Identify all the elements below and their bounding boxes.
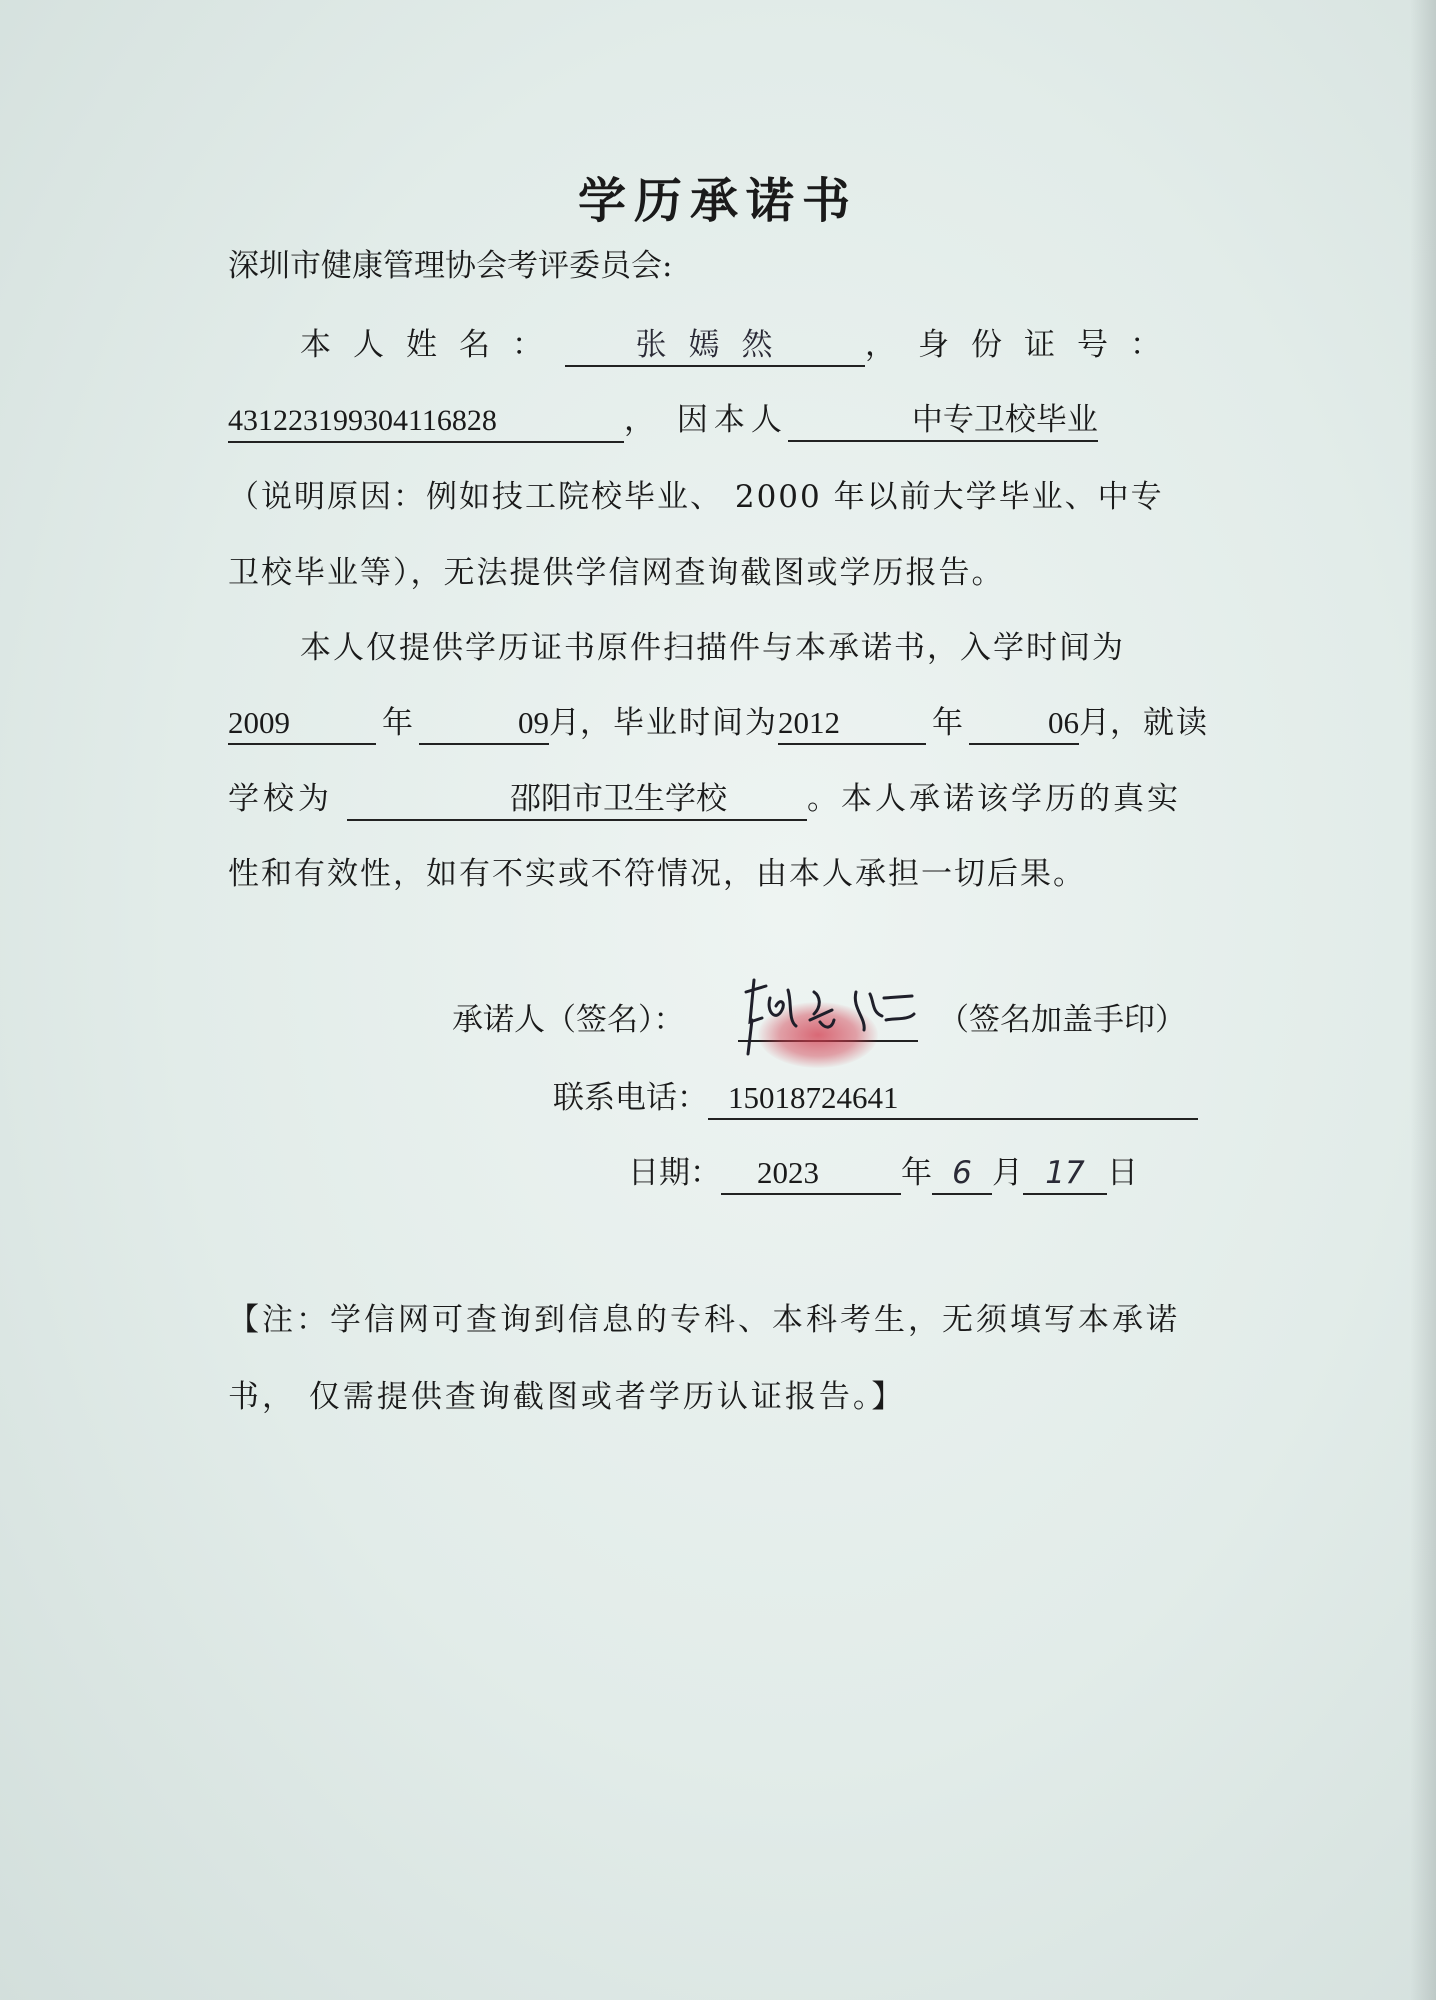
dates-line: [228, 703, 1209, 745]
school-field: [347, 779, 807, 821]
note-line-2: 书， 仅需提供查询截图或者学历认证报告。】: [228, 1379, 906, 1415]
date-label: 日期：: [628, 1155, 721, 1191]
date-line: [628, 1153, 1138, 1195]
grad-year-char: 年: [932, 705, 963, 741]
date-month-char: 月: [992, 1155, 1023, 1191]
para2-last-line: 性和有效性，如有不实或不符情况，由本人承担一切后果。: [228, 856, 1086, 892]
grad-month-char: 月: [1079, 705, 1110, 741]
phone-value: 15018724641: [728, 1080, 899, 1115]
date-day-field: [1023, 1153, 1107, 1195]
id-line: [228, 400, 1098, 443]
school-line: [228, 779, 1181, 821]
grad-text: ，毕业时间为: [580, 705, 778, 741]
enroll-year: 2009: [228, 705, 290, 740]
reason-field: [788, 400, 1098, 442]
id-label: ，身份证号：: [865, 327, 1183, 363]
date-year: 2023: [757, 1155, 819, 1190]
enroll-year-char: 年: [382, 705, 413, 741]
date-month: 6: [952, 1155, 972, 1191]
name-label: 本人姓名：: [300, 327, 565, 363]
addressee: 深圳市健康管理协会考评委员会:: [228, 248, 673, 284]
school-suffix: 。本人承诺该学历的真实: [807, 781, 1181, 817]
name-value: 张嫣然: [635, 327, 795, 363]
phone-line: [553, 1078, 1198, 1120]
grad-month-field: [969, 703, 1079, 745]
name-field: [565, 325, 865, 367]
para2-line-1: 本人仅提供学历证书原件扫描件与本承诺书，入学时间为: [300, 630, 1125, 666]
school-label: 学校为: [228, 781, 333, 817]
id-value: 431223199304116828: [228, 404, 497, 437]
grad-month: 06: [1048, 705, 1079, 740]
handwritten-signature: [736, 962, 926, 1082]
enroll-year-field: [228, 703, 376, 745]
name-line: [300, 325, 1183, 367]
enroll-month: 09: [518, 705, 549, 740]
date-year-field: [721, 1153, 901, 1195]
sign-note: （签名加盖手印）: [938, 1002, 1186, 1038]
note-line-1: 【注：学信网可查询到信息的专科、本科考生，无须填写本承诺: [228, 1302, 1180, 1338]
page-edge-shadow: [1410, 0, 1436, 2000]
phone-field: [708, 1078, 1198, 1120]
document-title: 学历承诺书: [577, 173, 858, 229]
reason-value: 中专卫校毕业: [911, 402, 1098, 438]
grad-suffix: ，就读: [1110, 705, 1209, 741]
enroll-month-char: 月: [549, 705, 580, 741]
explain-line-1: （说明原因：例如技工院校毕业、 2000 年以前大学毕业、中专: [228, 479, 1164, 515]
explain-line-2: 卫校毕业等），无法提供学信网查询截图或学历报告。: [228, 555, 1005, 591]
sign-label: 承诺人（签名）：: [452, 1002, 685, 1038]
id-field: [228, 401, 624, 443]
date-day-char: 日: [1107, 1155, 1138, 1191]
because-label: ， 因本人: [624, 402, 788, 438]
grad-year: 2012: [778, 705, 840, 740]
school-value: 邵阳市卫生学校: [510, 781, 727, 817]
date-day: 17: [1045, 1155, 1085, 1191]
grad-year-field: [778, 703, 926, 745]
enroll-month-field: [419, 703, 549, 745]
phone-label: 联系电话：: [553, 1080, 708, 1116]
date-month-field: [932, 1153, 992, 1195]
date-year-char: 年: [901, 1155, 932, 1191]
